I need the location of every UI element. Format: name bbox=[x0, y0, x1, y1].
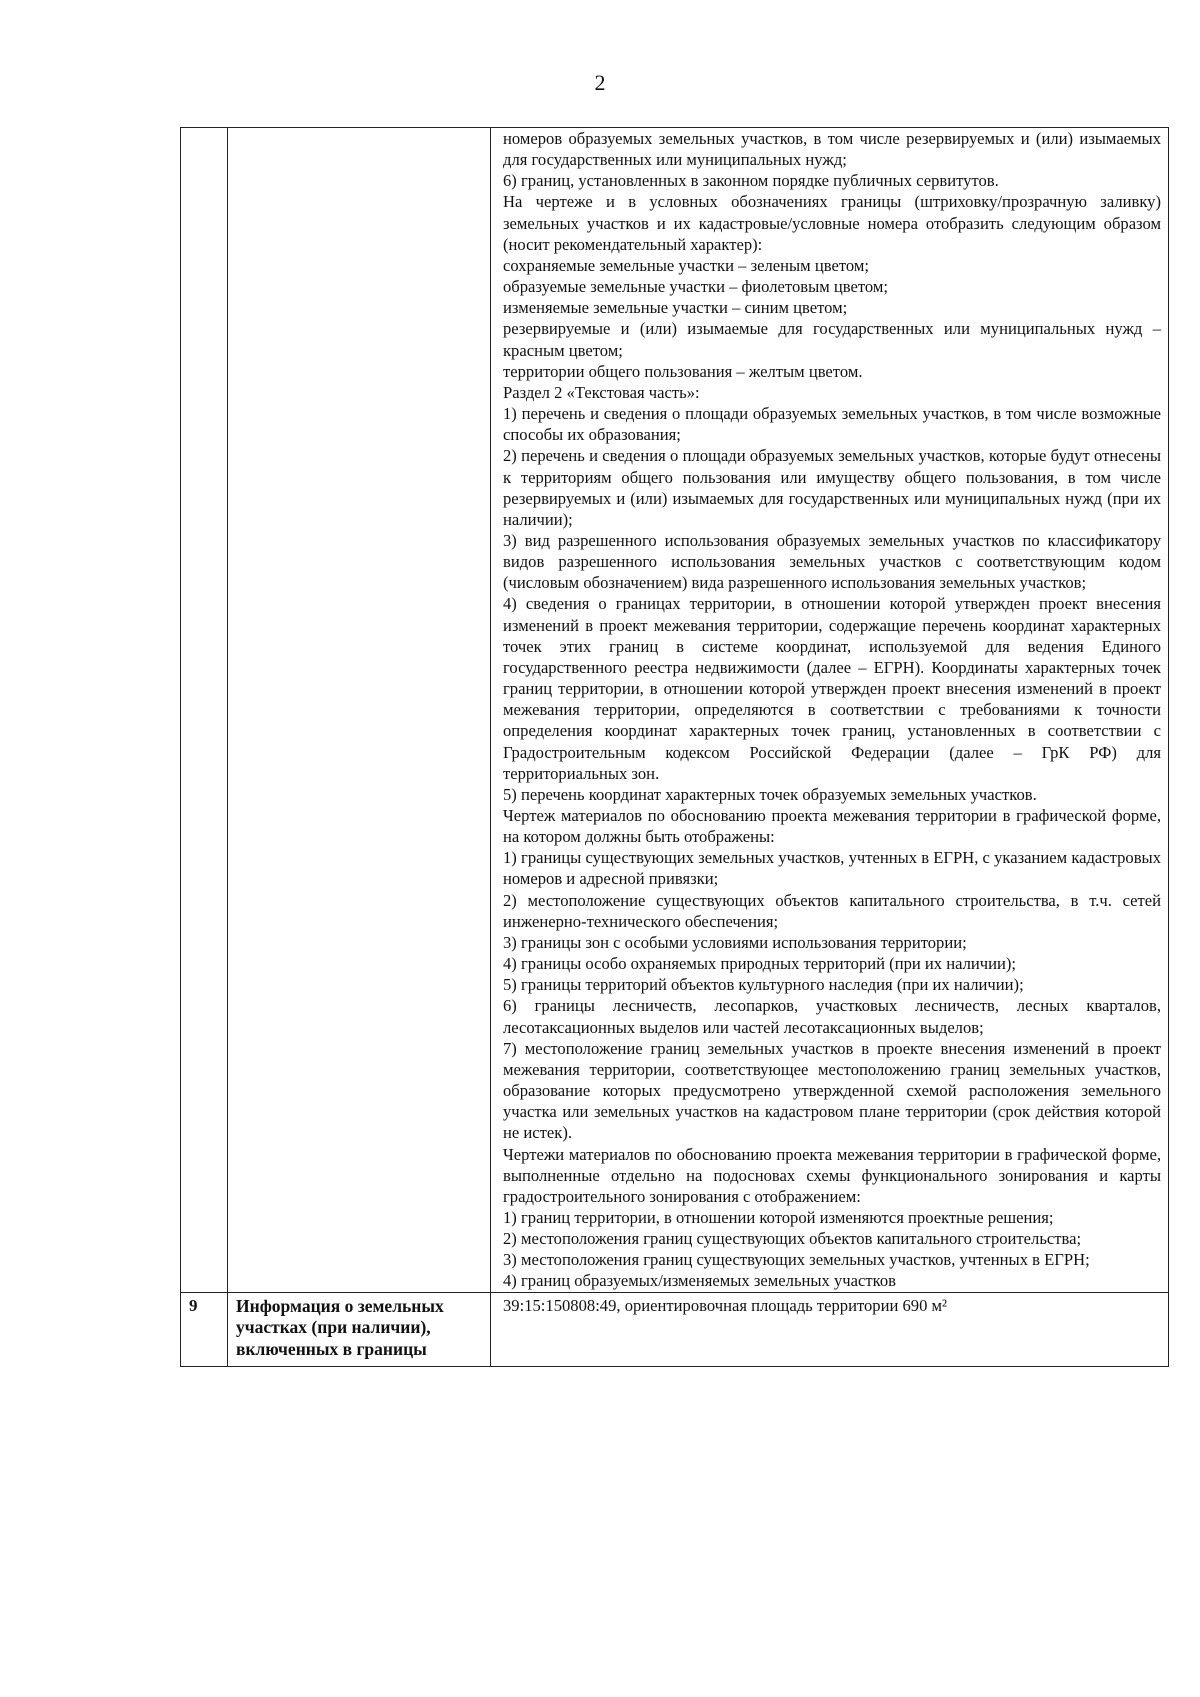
row-number-cell bbox=[181, 128, 228, 1293]
paragraph: 3) границы зон с особыми условиями использования территории; bbox=[503, 932, 967, 952]
paragraph: На чертеже и в условных обозначениях границы (штриховку/прозрачную заливку) земельных участков и их кадастровые/условные номера отобразить следующим образом (носит рекомендательный характер): bbox=[503, 192, 1161, 254]
row-number: 9 bbox=[181, 1292, 228, 1366]
paragraph: 3) вид разрешенного использования образуемых земельных участков по классификатору видов разрешенного использования земельных участков с соответствующим кодом (числовым обозначением) вида разрешенного использования земельных участков; bbox=[503, 530, 1161, 593]
page-number: 2 bbox=[594, 70, 606, 95]
paragraph: 6) границы лесничеств, лесопарков, участковых лесничеств, лесных кварталов, лесотаксационных выделов или частей лесотаксационных выделов; bbox=[503, 996, 1161, 1037]
paragraph: Чертеж материалов по обоснованию проекта межевания территории в графической форме, на котором должны быть отображены: bbox=[503, 806, 1161, 847]
row-label: Информация о земельных участках (при наличии), включенных в границы bbox=[228, 1292, 491, 1366]
paragraph: 7) местоположение границ земельных участков в проекте внесения изменений в проект межевания территории, соответствующее местоположению границ земельных участков, образование которых предусмотрено утвержденной схемой расположения земельного участка или земельных участков на кадастровом плане территории (срок действия которой не истек). bbox=[503, 1038, 1161, 1143]
paragraph: 2) перечень и сведения о площади образуемых земельных участков, которые будут отнесены к территориям общего пользования или имуществу общего пользования, в том числе резервируемых и (или) изымаемых для государственных или муниципальных нужд (при их наличии); bbox=[503, 446, 1161, 529]
table-row-9 bbox=[181, 1292, 1169, 1366]
row-label-cell bbox=[228, 128, 491, 1293]
row-content: 39:15:150808:49, ориентировочная площадь территории 690 м² bbox=[491, 1292, 1169, 1366]
paragraph: 1) границы существующих земельных участков, учтенных в ЕГРН, с указанием кадастровых номеров и адресной привязки; bbox=[503, 848, 1161, 889]
paragraph: 4) границ образуемых/изменяемых земельных участков bbox=[503, 1271, 896, 1291]
paragraph: резервируемые и (или) изымаемые для государственных или муниципальных нужд – красным цветом; bbox=[503, 319, 1161, 360]
paragraph: 6) границ, установленных в законном порядке публичных сервитутов. bbox=[503, 171, 999, 191]
paragraph: 3) местоположения границ существующих земельных участков, учтенных в ЕГРН; bbox=[503, 1250, 1090, 1270]
paragraph: 4) границы особо охраняемых природных территорий (при их наличии); bbox=[503, 954, 1017, 974]
content-text bbox=[491, 128, 1168, 1292]
paragraph: 2) местоположение существующих объектов капитального строительства, в т.ч. сетей инженерно-технического обеспечения; bbox=[503, 890, 1161, 931]
paragraph: сохраняемые земельные участки – зеленым цветом; bbox=[503, 255, 869, 275]
paragraph: 5) перечень координат характерных точек образуемых земельных участков. bbox=[503, 784, 1037, 804]
paragraph: 4) сведения о границах территории, в отношении которой утвержден проект внесения изменений в проект межевания территории, содержащие перечень координат характерных точек этих границ в системе координат, используемой для ведения Единого государственного реестра недвижимости (далее – ЕГРН). Координаты характерных точек границ территории, в отношении которой утвержден проект внесения изменений в проект межевания территории, определяются в соответствии с требованиями к точности определения координат характерных точек границ, установленных в соответствии с Градостроительным кодексом Российской Федерации (далее – ГрК РФ) для территориальных зон. bbox=[503, 594, 1161, 783]
paragraph: 1) перечень и сведения о площади образуемых земельных участков, в том числе возможные способы их образования; bbox=[503, 404, 1161, 445]
paragraph: номеров образуемых земельных участков, в том числе резервируемых и (или) изымаемых для государственных или муниципальных нужд; bbox=[503, 129, 1161, 170]
requirements-table bbox=[180, 127, 1169, 1367]
row-content-cell bbox=[491, 128, 1169, 1293]
paragraph: 2) местоположения границ существующих объектов капитального строительства; bbox=[503, 1229, 1082, 1249]
paragraph: Раздел 2 «Текстовая часть»: bbox=[503, 382, 700, 402]
paragraph: 1) границ территории, в отношении которой изменяются проектные решения; bbox=[503, 1207, 1054, 1227]
paragraph: территории общего пользования – желтым цветом. bbox=[503, 361, 863, 381]
paragraph: Чертежи материалов по обоснованию проекта межевания территории в графической форме, выполненные отдельно на подосновах схемы функционального зонирования и карты градостроительного зонирования с отображением: bbox=[503, 1144, 1161, 1206]
paragraph: 5) границы территорий объектов культурного наследия (при их наличии); bbox=[503, 975, 1024, 995]
table-row-continued bbox=[181, 128, 1169, 1293]
paragraph: изменяемые земельные участки – синим цветом; bbox=[503, 298, 848, 318]
paragraph: образуемые земельные участки – фиолетовым цветом; bbox=[503, 277, 888, 297]
